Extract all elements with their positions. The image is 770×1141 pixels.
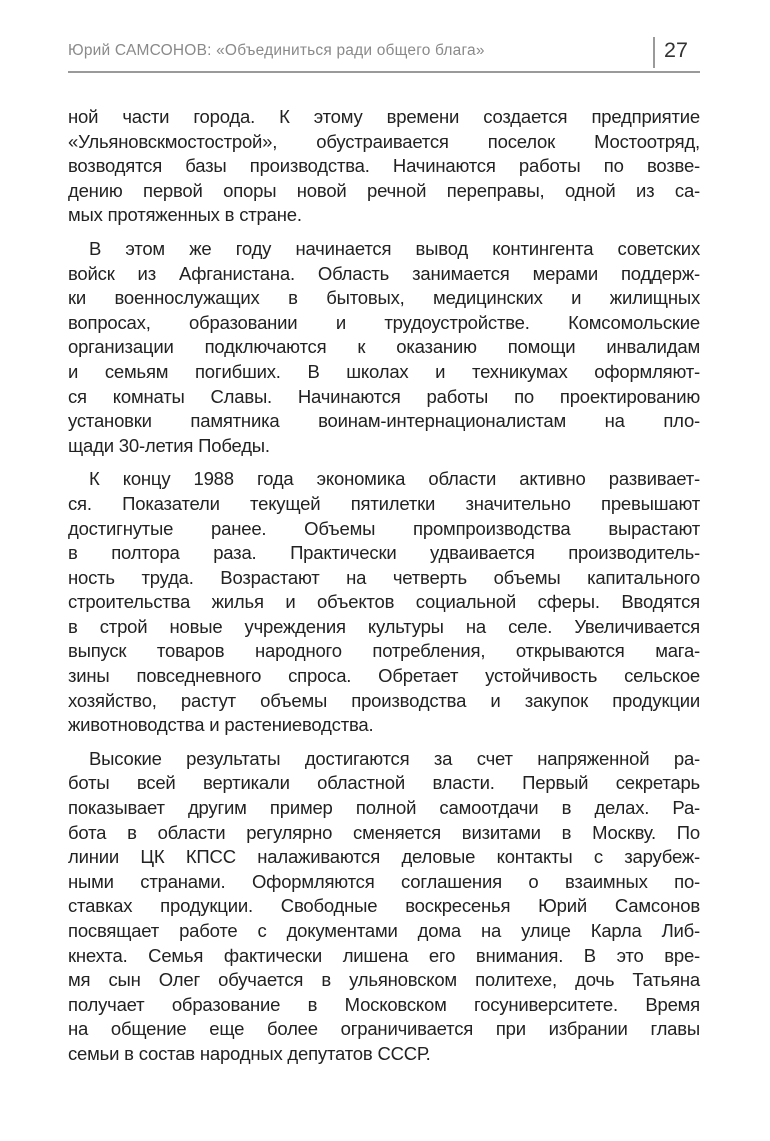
text-line: бота в области регулярно сменяется визитами в Москву. По — [68, 821, 700, 843]
text-line: войск из Афганистана. Область занимается мерами поддерж- — [68, 262, 700, 284]
text-line: достигнутые ранее. Объемы промпроизводства вырастают — [68, 517, 700, 539]
text-line: хозяйство, растут объемы производства и закупок продукции — [68, 689, 700, 711]
text-line: мя сын Олег обучается в ульяновском политехе, дочь Татьяна — [68, 969, 700, 991]
text-line: выпуск товаров народного потребления, открываются мага- — [68, 640, 700, 662]
text-line: зины повседневного спроса. Обретает устойчивость сельское — [68, 665, 700, 687]
text-line: Высокие результаты достигаются за счет напряженной ра- — [89, 747, 700, 769]
paragraph — [68, 105, 700, 228]
text-line: строительства жилья и объектов социальной сферы. Вводятся — [68, 591, 700, 613]
text-line: кнехта. Семья фактически лишена его внимания. В это вре- — [68, 944, 700, 966]
text-line: показывает другим пример полной самоотдачи в делах. Ра- — [68, 797, 700, 819]
running-title: Юрий САМСОНОВ: «Объединиться ради общего блага» — [68, 42, 485, 59]
text-line: возводятся базы производства. Начинаются работы по возве- — [68, 155, 700, 177]
text-line: установки памятника воинам-интернационалистам на пло- — [68, 410, 700, 432]
page-number: 27 — [664, 38, 688, 62]
text-line: К концу 1988 года экономика области активно развивает- — [89, 468, 700, 490]
text-line: ставках продукции. Свободные воскресенья Юрий Самсонов — [68, 895, 700, 917]
text-line: вопросах, образовании и трудоустройстве. Комсомольские — [68, 311, 700, 333]
text-line: в строй новые учреждения культуры на селе. Увеличивается — [68, 615, 700, 637]
text-line: В этом же году начинается вывод контингента советских — [89, 237, 700, 259]
paragraph — [68, 747, 700, 1067]
text-line: ной части города. К этому времени создается предприятие — [68, 106, 700, 127]
text-line: посвящает работе с документами дома на улице Карла Либ- — [68, 920, 700, 941]
paragraph — [68, 467, 700, 738]
text-line: семьи в состав народных депутатов СССР. — [68, 1042, 431, 1064]
body-text — [68, 105, 700, 1076]
paragraph — [68, 237, 700, 458]
text-line: и семьям погибших. В школах и техникумах оформляют- — [68, 360, 700, 382]
text-line: щади 30-летия Победы. — [68, 434, 270, 456]
text-line: на общение еще более ограничивается при избрании главы — [68, 1018, 700, 1040]
header-rule — [68, 71, 700, 73]
text-line: ки военнослужащих в бытовых, медицинских и жилищных — [68, 287, 700, 309]
text-line: мых протяженных в стране. — [68, 204, 302, 226]
text-line: «Ульяновскмостострой», обустраивается поселок Мостоотряд, — [68, 130, 700, 152]
text-line: в полтора раза. Практически удваивается производитель- — [68, 542, 700, 564]
text-line: ность труда. Возрастают на четверть объемы капитального — [68, 566, 700, 588]
text-line: ся. Показатели текущей пятилетки значительно превышают — [68, 492, 700, 514]
text-line: ся комнаты Славы. Начинаются работы по проектированию — [68, 385, 700, 407]
text-line: ными странами. Оформляются соглашения о взаимных по- — [68, 870, 700, 892]
text-line: организации подключаются к оказанию помощи инвалидам — [68, 336, 700, 358]
text-line: животноводства и растениеводства. — [68, 714, 374, 736]
text-line: получает образование в Московском госуниверситете. Время — [68, 993, 700, 1015]
text-line: дению первой опоры новой речной переправы, одной из са- — [68, 179, 700, 201]
text-line: боты всей вертикали областной власти. Первый секретарь — [68, 772, 700, 794]
text-line: линии ЦК КПСС налаживаются деловые контакты с зарубеж- — [68, 846, 700, 868]
page-header — [68, 0, 700, 72]
header-divider — [653, 37, 655, 68]
